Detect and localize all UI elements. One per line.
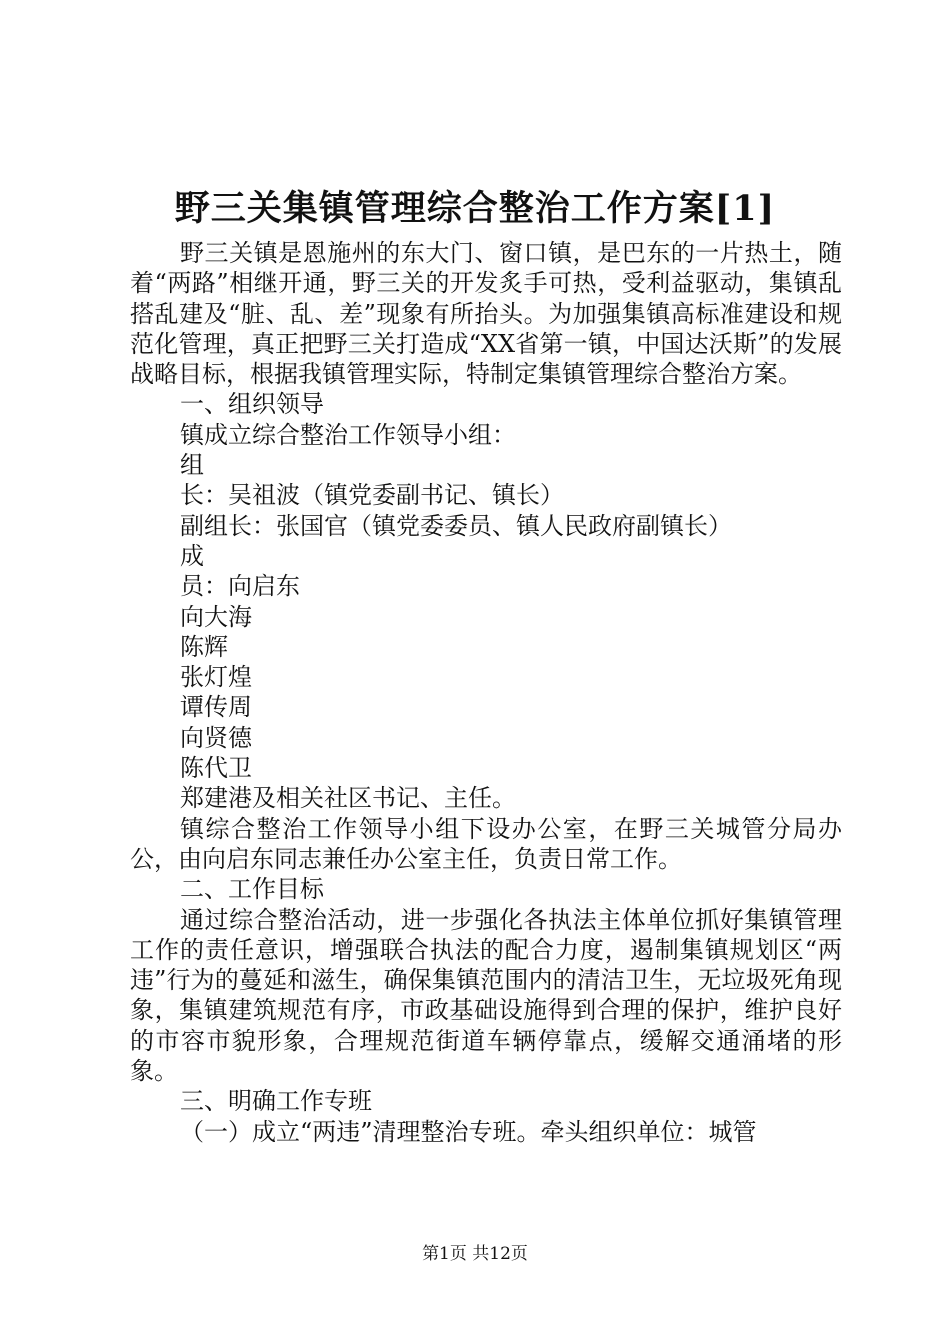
group-leader-label-line: 组 (180, 451, 204, 480)
member-line: 向大海 (180, 602, 252, 631)
deputy-leader-line: 副组长：张国官（镇党委委员、镇人民政府副镇长） (180, 511, 732, 540)
document-body (130, 238, 842, 1147)
document-title: 野三关集镇管理综合整治工作方案[1] (174, 188, 776, 229)
member-line: 郑建港及相关社区书记、主任。 (180, 784, 516, 813)
group-intro-line: 镇成立综合整治工作领导小组： (180, 420, 516, 449)
member-label-line: 成 (180, 541, 204, 570)
team-item-paragraph: （一）成立“两违”清理整治专班。牵头组织单位：城管 (180, 1117, 757, 1146)
member-line: 张灯煌 (180, 663, 252, 692)
section-heading-teams: 三、明确工作专班 (180, 1087, 372, 1116)
member-line: 谭传周 (180, 693, 252, 722)
section-heading-organization: 一、组织领导 (180, 390, 324, 419)
member-line: 陈辉 (180, 632, 228, 661)
office-paragraph: 镇综合整治工作领导小组下设办公室，在野三关城管分局办公，由向启东同志兼任办公室主任，负责日常工作。 (130, 814, 842, 873)
member-line: 陈代卫 (180, 754, 252, 783)
member-line: 向贤德 (180, 723, 252, 752)
page-footer: 第1页 共12页 (422, 1244, 528, 1264)
section-heading-goals: 二、工作目标 (180, 875, 324, 904)
group-leader-line: 长：吴祖波（镇党委副书记、镇长） (180, 481, 564, 510)
intro-paragraph: 野三关镇是恩施州的东大门、窗口镇，是巴东的一片热土，随着“两路”相继开通，野三关的开发炙手可热，受利益驱动，集镇乱搭乱建及“脏、乱、差”现象有所抬头。为加强集镇高标准建设和规范化管理，真正把野三关打造成“XX省第一镇，中国达沃斯”的发展战略目标，根据我镇管理实际，特制定集镇管理综合整治方案。 (130, 239, 842, 389)
member-line: 员：向启东 (180, 572, 300, 601)
goals-paragraph: 通过综合整治活动，进一步强化各执法主体单位抓好集镇管理工作的责任意识，增强联合执法的配合力度，遏制集镇规划区“两违”行为的蔓延和滋生，确保集镇范围内的清洁卫生，无垃圾死角现象，集镇建筑规范有序，市政基础设施得到合理的保护，维护良好的市容市貌形象，合理规范街道车辆停靠点，缓解交通涌堵的形象。 (130, 905, 842, 1086)
